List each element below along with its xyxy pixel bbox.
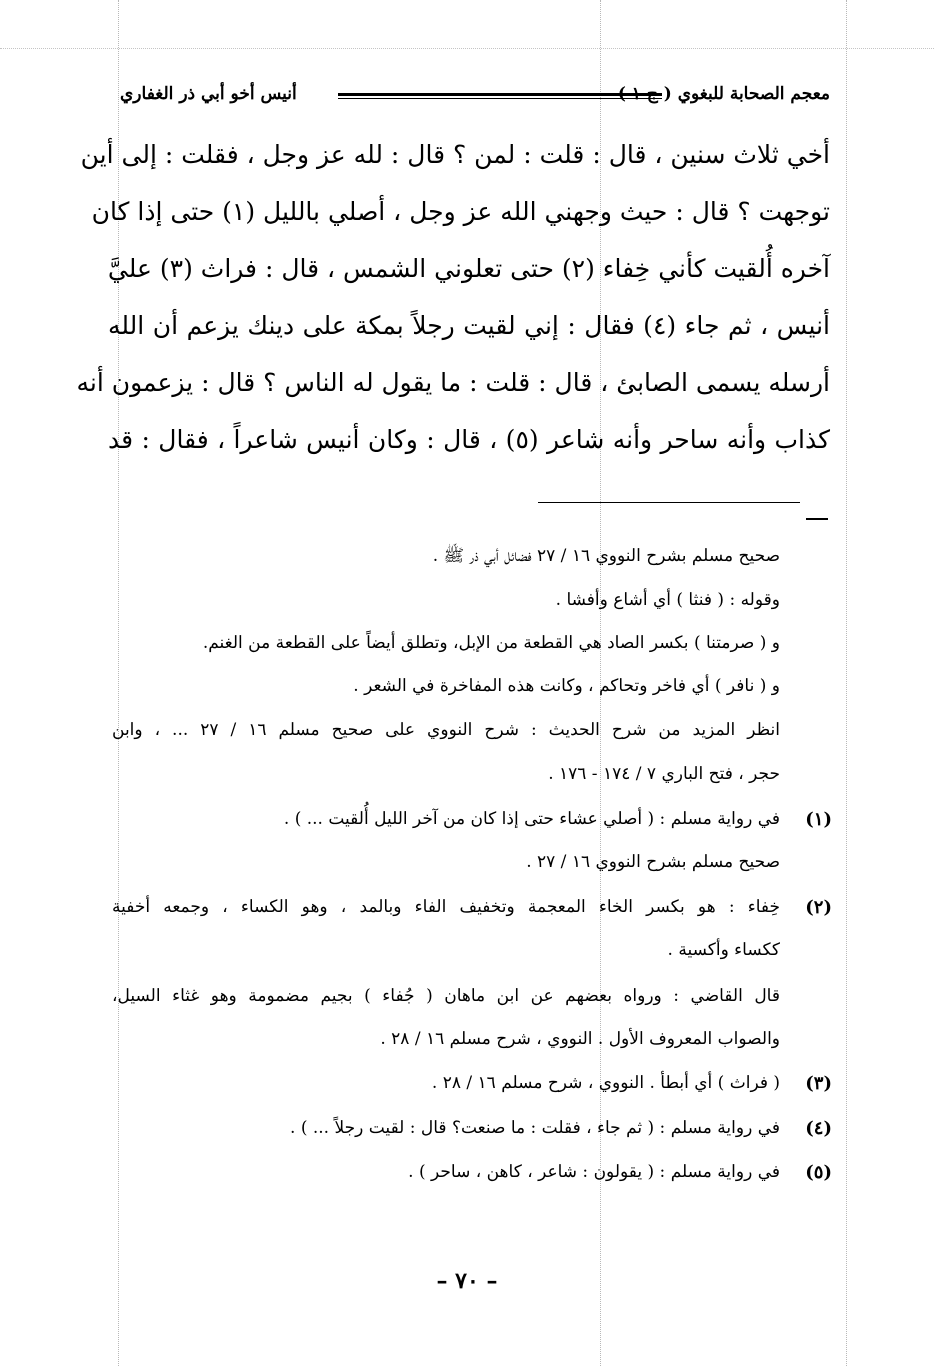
running-header bbox=[120, 84, 830, 110]
footnote-text: في رواية مسلم : ( يقولون : شاعر ، كاهن ، ساحر ) . bbox=[408, 1162, 780, 1182]
footnote-intro-line: انظر المزيد من شرح الحديث : شرح النووي على صحيح مسلم ١٦ / ٢٧ ... ، وابن bbox=[112, 720, 780, 740]
footnote-intro-line: حجر ، فتح الباري ٧ / ١٧٤ - ١٧٦ . bbox=[548, 764, 780, 784]
text-line: كذاب وأنه ساحر وأنه شاعر (٥) ، قال : وكان أنيس شاعراً ، فقال : قد bbox=[108, 425, 830, 454]
footnote-text: والصواب المعروف الأول . النووي ، شرح مسلم ١٦ / ٢٨ . bbox=[380, 1029, 780, 1049]
footnote-number: (٤) bbox=[805, 1118, 832, 1139]
footnote-text: قال القاضي : ورواه بعضهم عن ابن ماهان ( جُفاء ) بجيم مضمومة وهو غثاء السيل، bbox=[112, 986, 780, 1006]
footnote-text: خِفاء : هو بكسر الخاء المعجمة وتخفيف الفاء وبالمد ، وهو الكساء ، وجمعه أخفية bbox=[112, 897, 780, 917]
scan-dotted-line bbox=[846, 0, 847, 1366]
footnote-number: (٢) bbox=[805, 897, 832, 918]
footnote-intro-line: و ( نافر ) أي فاخر وتحاكم ، وكانت هذه المفاخرة في الشعر . bbox=[353, 676, 780, 696]
footnote-text: في رواية مسلم : ( أصلي عشاء حتى إذا كان من آخر الليل أُلقيت ... ) . bbox=[283, 809, 780, 829]
text-line: توجهت ؟ قال : حيث وجهني الله عز وجل ، أصلي بالليل (١) حتى إذا كان bbox=[91, 197, 830, 226]
text-line: أرسله يسمى الصابئ ، قال : قلت : ما يقول له الناس ؟ قال : يزعمون أنه bbox=[76, 368, 830, 397]
footnote-intro-line: صحيح مسلم بشرح النووي ١٦ / ٢٧ فضائل أبي ذر ﷺ . bbox=[432, 546, 780, 566]
footnote-intro-line: و ( صرمتنا ) بكسر الصاد هي القطعة من الإبل، وتطلق أيضاً على القطعة من الغنم. bbox=[202, 633, 780, 653]
footnote-text: ( فراث ) أي أبطأ . النووي ، شرح مسلم ١٦ / ٢٨ . bbox=[431, 1073, 780, 1093]
footnote-text: صحيح مسلم بشرح النووي ١٦ / ٢٧ . bbox=[526, 852, 780, 872]
footnote-number: (٣) bbox=[805, 1073, 832, 1094]
chapter-title: أنيس أخو أبي ذر الغفاري bbox=[120, 84, 297, 104]
scan-dotted-line bbox=[0, 48, 934, 49]
main-text bbox=[76, 126, 830, 468]
text-line: أخي ثلاث سنين ، قال : قلت : لمن ؟ قال : لله عز وجل ، فقلت : إلى أين bbox=[80, 140, 830, 169]
page-number: – ٧٠ – bbox=[436, 1268, 498, 1294]
text-line: آخره أُلقيت كأني خِفاء (٢) حتى تعلوني الشمس ، قال : فراث (٣) عليَّ bbox=[107, 254, 830, 283]
footnote-intro-line: وقوله : ( فنثا ) أي أشاع وأفشا . bbox=[555, 590, 780, 610]
header-rule bbox=[338, 93, 662, 99]
footnote-number: (٥) bbox=[805, 1162, 832, 1183]
footnote-separator-dash bbox=[806, 518, 828, 520]
footnote-separator bbox=[538, 502, 800, 503]
text-line: أنيس ، ثم جاء (٤) فقال : إني لقيت رجلاً بمكة على دينك يزعم أن الله bbox=[108, 311, 830, 340]
footnote-text: ككساء وأكسية . bbox=[667, 940, 780, 960]
footnote-number: (١) bbox=[805, 809, 832, 830]
book-title: معجم الصحابة للبغوي ( ج ١ ) bbox=[617, 84, 830, 104]
footnote-text: في رواية مسلم : ( ثم جاء ، فقلت : ما صنعت؟ قال : لقيت رجلاً ... ) . bbox=[290, 1118, 780, 1138]
